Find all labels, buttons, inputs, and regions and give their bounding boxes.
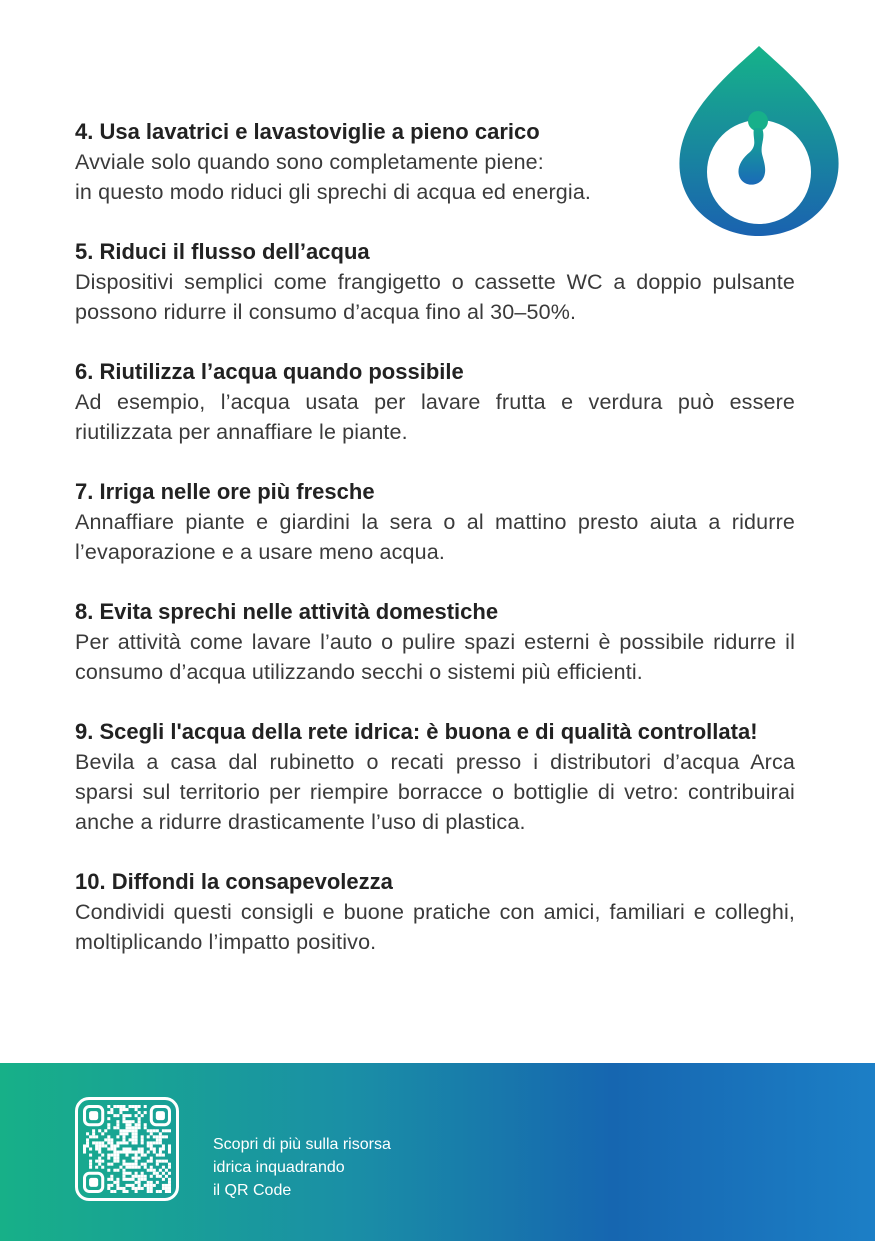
tip-title: 8. Evita sprechi nelle attività domestiche [75, 599, 499, 624]
footer-text-line: Scopri di più sulla risorsa [213, 1136, 391, 1153]
tip-7 [75, 477, 795, 567]
tip-6 [75, 357, 795, 447]
tip-title: 6. Riutilizza l’acqua quando possibile [75, 359, 464, 384]
footer-banner [0, 1063, 875, 1241]
tip-body: Ad esempio, l’acqua usata per lavare frutta e verdura può essere riutilizzata per annaffiare le piante. [75, 390, 795, 444]
tip-5 [75, 237, 795, 327]
tip-10 [75, 867, 795, 957]
qr-code-graphic [83, 1105, 171, 1193]
tip-body: Condividi questi consigli e buone pratiche con amici, familiari e colleghi, moltiplicando l’impatto positivo. [75, 900, 795, 954]
tip-title: 5. Riduci il flusso dell’acqua [75, 239, 370, 264]
tips-list [75, 117, 795, 987]
tip-body [75, 147, 675, 207]
tip-9 [75, 717, 795, 837]
footer-text-line: idrica inquadrando [213, 1159, 345, 1176]
tip-body-line: in questo modo riduci gli sprechi di acqua ed energia. [75, 180, 592, 204]
qr-code-icon[interactable] [75, 1097, 179, 1201]
footer-text-line: il QR Code [213, 1182, 292, 1199]
tip-body: Annaffiare piante e giardini la sera o al mattino presto aiuta a ridurre l’evaporazione e a usare meno acqua. [75, 510, 795, 564]
tip-8 [75, 597, 795, 687]
tip-body: Per attività come lavare l’auto o pulire spazi esterni è possibile ridurre il consumo d’acqua utilizzando secchi o sistemi più efficienti. [75, 630, 795, 684]
tip-title: 4. Usa lavatrici e lavastoviglie a pieno carico [75, 119, 540, 144]
tip-title: 10. Diffondi la consapevolezza [75, 869, 393, 894]
tip-4 [75, 117, 795, 207]
tip-body: Bevila a casa dal rubinetto o recati presso i distributori d’acqua Arca sparsi sul territorio per riempire borracce o bottiglie di vetro: contribuirai anche a ridurre drasticamente l’uso di plastica. [75, 750, 795, 834]
tip-body: Dispositivi semplici come frangigetto o cassette WC a doppio pulsante possono ridurre il consumo d’acqua fino al 30–50%. [75, 270, 795, 324]
tip-body-line: Avviale solo quando sono completamente piene: [75, 150, 544, 174]
footer-text [213, 1133, 391, 1202]
tip-title: 7. Irriga nelle ore più fresche [75, 479, 375, 504]
tip-title: 9. Scegli l'acqua della rete idrica: è buona e di qualità controllata! [75, 719, 758, 744]
